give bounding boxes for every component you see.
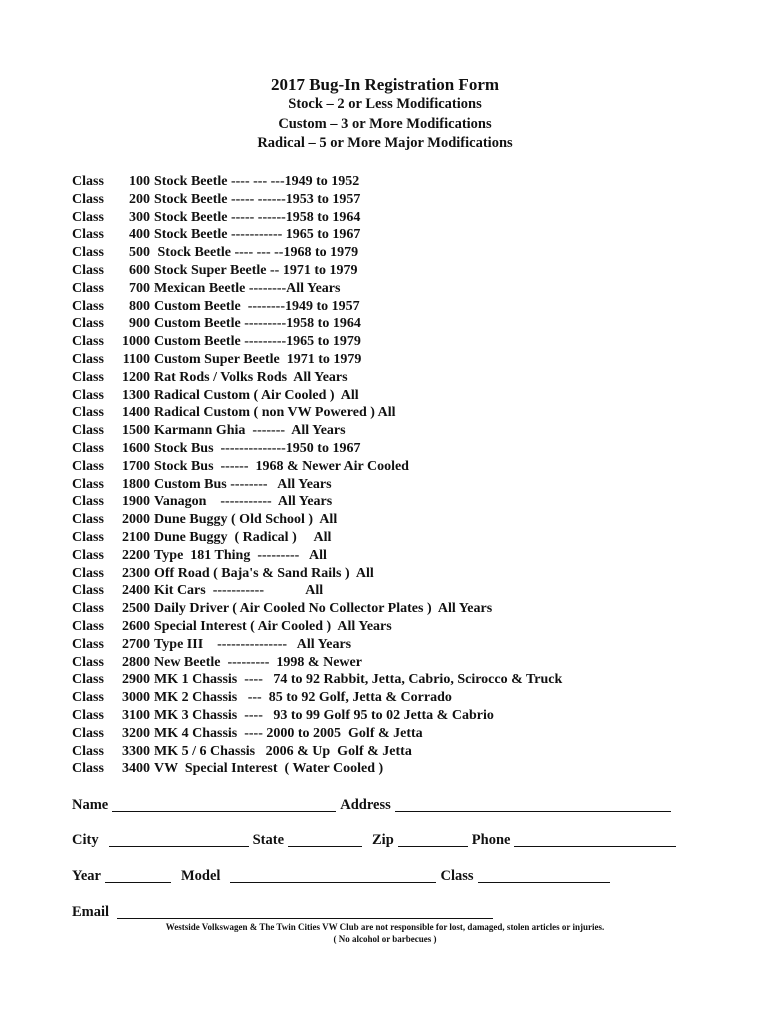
class-word: Class (72, 476, 104, 492)
class-number: 2400 (122, 583, 150, 599)
class-word: Class (72, 529, 104, 545)
class-number: 1700 (122, 458, 150, 474)
class-row (72, 547, 752, 565)
class-word: Class (72, 672, 104, 688)
class-row (72, 760, 752, 778)
class-number: 1500 (122, 423, 150, 439)
email-label: Email (72, 904, 110, 920)
form-header (0, 74, 770, 154)
class-description: Stock Super Beetle -- 1971 to 1979 (154, 262, 358, 278)
name-address-line (72, 797, 675, 814)
class-row (72, 582, 752, 600)
class-description: Radical Custom ( non VW Powered ) All (154, 405, 396, 421)
class-row (72, 689, 752, 707)
class-row (72, 404, 752, 422)
class-word: Class (72, 654, 104, 670)
class-word: Class (72, 565, 104, 581)
class-word: Class (72, 743, 104, 759)
class-number: 1600 (122, 440, 150, 456)
class-row (72, 315, 752, 333)
class-description: MK 1 Chassis ---- 74 to 92 Rabbit, Jetta, Cabrio, Scirocco & Truck (154, 672, 563, 688)
class-word: Class (72, 316, 104, 332)
name-label: Name (72, 797, 109, 813)
phone-label: Phone (471, 832, 511, 848)
disclaimer-liability: Westside Volkswagen & The Twin Cities VW Club are not responsible for lost, damaged, stolen articles or injuries. (165, 922, 605, 932)
class-word: Class (72, 440, 104, 456)
class-row (72, 422, 752, 440)
class-row (72, 618, 752, 636)
year-model-line (72, 868, 614, 885)
class-description: Daily Driver ( Air Cooled No Collector Plates ) All Years (154, 601, 493, 617)
class-number: 2300 (122, 565, 150, 581)
class-row (72, 244, 752, 262)
state-field[interactable] (288, 832, 362, 847)
radical-definition: Radical – 5 or More Major Modifications (257, 135, 513, 151)
custom-definition: Custom – 3 or More Modifications (278, 115, 492, 132)
class-description: Stock Bus --------------1950 to 1967 (154, 440, 361, 456)
class-label: Class (440, 868, 474, 884)
class-description: Custom Bus -------- All Years (154, 476, 332, 492)
city-state-line (72, 832, 680, 849)
class-word: Class (72, 174, 104, 189)
class-row (72, 369, 752, 387)
name-field[interactable] (112, 797, 336, 812)
class-description: Dune Buggy ( Old School ) All (154, 512, 338, 528)
class-number: 3200 (122, 725, 150, 741)
class-number: 2700 (122, 636, 150, 652)
class-description: Radical Custom ( Air Cooled ) All (154, 387, 359, 403)
class-word: Class (72, 707, 104, 723)
class-row (72, 280, 752, 298)
class-word: Class (72, 512, 104, 528)
class-word: Class (72, 351, 104, 367)
class-word: Class (72, 761, 104, 777)
class-description: Dune Buggy ( Radical ) All (154, 529, 332, 545)
class-list (72, 173, 752, 778)
class-row (72, 476, 752, 494)
class-description: Type 181 Thing --------- All (154, 547, 327, 563)
class-word: Class (72, 636, 104, 652)
class-word: Class (72, 280, 104, 296)
class-row (72, 529, 752, 547)
class-word: Class (72, 618, 104, 634)
class-number: 1100 (122, 351, 150, 367)
class-row (72, 333, 752, 351)
class-number: 3100 (122, 707, 150, 723)
class-row (72, 725, 752, 743)
class-description: MK 4 Chassis ---- 2000 to 2005 Golf & Jetta (154, 725, 423, 741)
class-word: Class (72, 405, 104, 421)
class-word: Class (72, 369, 104, 385)
class-description: Custom Beetle ---------1958 to 1964 (154, 316, 361, 332)
class-number: 300 (129, 209, 150, 225)
class-word: Class (72, 227, 104, 243)
class-row (72, 636, 752, 654)
class-description: VW Special Interest ( Water Cooled ) (154, 761, 384, 777)
class-number: 500 (129, 245, 150, 261)
class-description: Rat Rods / Volks Rods All Years (154, 369, 348, 385)
class-number: 1200 (122, 369, 150, 385)
class-row (72, 191, 752, 209)
class-row (72, 387, 752, 405)
class-word: Class (72, 334, 104, 350)
class-description: Custom Super Beetle 1971 to 1979 (154, 351, 362, 367)
email-line (72, 904, 497, 921)
class-row (72, 654, 752, 672)
class-word: Class (72, 245, 104, 261)
class-description: Custom Beetle --------1949 to 1957 (154, 298, 360, 314)
class-word: Class (72, 209, 104, 225)
zip-label: Zip (372, 832, 394, 848)
class-description: New Beetle --------- 1998 & Newer (154, 654, 362, 670)
class-description: Type III --------------- All Years (154, 636, 352, 652)
class-description: Stock Beetle ----- ------1958 to 1964 (154, 209, 361, 225)
class-description: Off Road ( Baja's & Sand Rails ) All (154, 565, 374, 581)
class-number: 1400 (122, 405, 150, 421)
class-description: MK 5 / 6 Chassis 2006 & Up Golf & Jetta (154, 743, 412, 759)
class-description: Stock Beetle ---- --- --1968 to 1979 (154, 245, 359, 261)
address-label: Address (340, 797, 391, 813)
class-description: Stock Beetle ----------- 1965 to 1967 (154, 227, 361, 243)
class-word: Class (72, 690, 104, 706)
class-number: 3000 (122, 690, 150, 706)
class-number: 2500 (122, 601, 150, 617)
class-word: Class (72, 547, 104, 563)
class-number: 1800 (122, 476, 150, 492)
class-row (72, 511, 752, 529)
class-description: Vanagon ----------- All Years (154, 494, 333, 510)
model-field[interactable] (230, 868, 436, 883)
class-word: Class (72, 262, 104, 278)
class-number: 3300 (122, 743, 150, 759)
class-description: Stock Beetle ----- ------1953 to 1957 (154, 191, 361, 207)
class-word: Class (72, 423, 104, 439)
class-number: 400 (129, 227, 150, 243)
class-row (72, 458, 752, 476)
class-row (72, 671, 752, 689)
class-number: 700 (129, 280, 150, 296)
class-word: Class (72, 725, 104, 741)
city-label: City (72, 832, 99, 848)
class-number: 2000 (122, 512, 150, 528)
class-number: 2600 (122, 618, 150, 634)
class-description: Kit Cars ----------- All (154, 583, 324, 599)
model-label: Model (181, 868, 221, 884)
class-word: Class (72, 458, 104, 474)
class-description: Karmann Ghia ------- All Years (154, 423, 346, 439)
class-number: 2800 (122, 654, 150, 670)
class-row (72, 743, 752, 761)
class-number: 1300 (122, 387, 150, 403)
class-word: Class (72, 494, 104, 510)
class-word: Class (72, 583, 104, 599)
class-description: Special Interest ( Air Cooled ) All Years (154, 618, 392, 634)
class-row (72, 226, 752, 244)
class-row (72, 565, 752, 583)
state-label: State (252, 832, 285, 848)
class-row (72, 707, 752, 725)
class-number: 800 (129, 298, 150, 314)
disclaimer-rules: ( No alcohol or barbecues ) (333, 934, 437, 944)
class-word: Class (72, 298, 104, 314)
class-row (72, 209, 752, 227)
class-number: 600 (129, 262, 150, 278)
form-title: 2017 Bug-In Registration Form (270, 75, 500, 94)
class-row (72, 262, 752, 280)
address-field[interactable] (395, 797, 671, 812)
class-number: 2900 (122, 672, 150, 688)
class-number: 900 (129, 316, 150, 332)
class-number: 1000 (122, 334, 150, 350)
year-field[interactable] (105, 868, 171, 883)
class-row (72, 600, 752, 618)
class-number: 1900 (122, 494, 150, 510)
class-description: MK 3 Chassis ---- 93 to 99 Golf 95 to 02 Jetta & Cabrio (154, 707, 494, 723)
class-description: MK 2 Chassis --- 85 to 92 Golf, Jetta & Corrado (154, 690, 452, 706)
disclaimer (0, 921, 770, 945)
zip-field[interactable] (398, 832, 468, 847)
class-description: Custom Beetle ---------1965 to 1979 (154, 334, 361, 350)
class-number: 100 (129, 174, 150, 189)
class-row (72, 173, 752, 191)
email-field[interactable] (117, 904, 493, 919)
city-field[interactable] (109, 832, 249, 847)
class-row (72, 351, 752, 369)
class-number: 3400 (122, 761, 150, 777)
class-row (72, 440, 752, 458)
class-field[interactable] (478, 868, 610, 883)
class-description: Stock Beetle ---- --- ---1949 to 1952 (154, 174, 360, 189)
class-word: Class (72, 191, 104, 207)
class-row (72, 298, 752, 316)
class-word: Class (72, 387, 104, 403)
year-label: Year (72, 868, 101, 884)
class-word: Class (72, 601, 104, 617)
class-number: 2100 (122, 529, 150, 545)
class-row (72, 493, 752, 511)
class-number: 200 (129, 191, 150, 207)
phone-field[interactable] (514, 832, 676, 847)
class-description: Stock Bus ------ 1968 & Newer Air Cooled (154, 458, 409, 474)
class-description: Mexican Beetle --------All Years (154, 280, 341, 296)
class-number: 2200 (122, 547, 150, 563)
stock-definition: Stock – 2 or Less Modifications (288, 96, 482, 112)
